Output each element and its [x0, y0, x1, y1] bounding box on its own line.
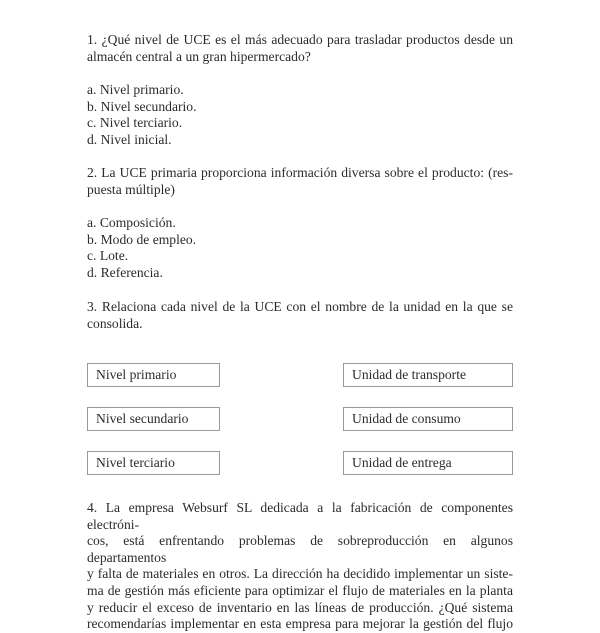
question-1-options	[87, 82, 196, 148]
match-left-item-primario: Nivel primario	[87, 363, 220, 387]
question-1-option-d: d. Nivel inicial.	[87, 131, 172, 147]
question-1-option-a: a. Nivel primario.	[87, 82, 184, 97]
question-2-line-1: 2. La UCE primaria proporciona información diversa sobre el producto: (res-	[87, 165, 513, 180]
question-2-option-c: c. Lote.	[87, 248, 129, 264]
question-1-line-1: 1. ¿Qué nivel de UCE es el más adecuado para trasladar productos desde un	[87, 32, 513, 47]
question-4-line-6: recomendarías implementar en esta empresa para mejorar la gestión del flujo	[87, 616, 513, 632]
question-1-option-b: b. Nivel secundario.	[87, 98, 197, 114]
question-1-text	[87, 32, 513, 65]
question-4-text	[87, 500, 513, 633]
question-2-line-2: puesta múltiple)	[87, 181, 175, 197]
question-3-line-1: 3. Relaciona cada nivel de la UCE con el nombre de la unidad en la que se	[87, 299, 513, 314]
question-2-option-b: b. Modo de empleo.	[87, 231, 197, 247]
match-right-item-transporte: Unidad de transporte	[343, 363, 513, 387]
question-2-option-d: d. Referencia.	[87, 264, 163, 280]
question-4-line-4: ma de gestión más eficiente para optimizar el flujo de materiales en la planta	[87, 582, 513, 598]
question-2-options	[87, 215, 196, 281]
question-4-line-3: y falta de materiales en otros. La dirección ha decidido implementar un siste-	[87, 566, 513, 582]
question-4-line-1: 4. La empresa Websurf SL dedicada a la fabricación de componentes electróni-	[87, 500, 513, 532]
match-right-item-entrega: Unidad de entrega	[343, 451, 513, 475]
question-2-text	[87, 165, 513, 198]
match-right-item-consumo: Unidad de consumo	[343, 407, 513, 431]
question-3-line-2: consolida.	[87, 315, 143, 331]
match-left-item-terciario: Nivel terciario	[87, 451, 220, 475]
question-4-line-5: y reducir el exceso de inventario en las líneas de producción. ¿Qué sistema	[87, 599, 513, 615]
question-1-line-2: almacén central a un gran hipermercado?	[87, 48, 311, 64]
match-left-item-secundario: Nivel secundario	[87, 407, 220, 431]
question-3-text	[87, 299, 513, 332]
question-2-option-a: a. Composición.	[87, 215, 176, 230]
question-1-option-c: c. Nivel terciario.	[87, 115, 183, 131]
question-4-line-2: cos, está enfrentando problemas de sobreproducción en algunos departamentos	[87, 533, 513, 565]
